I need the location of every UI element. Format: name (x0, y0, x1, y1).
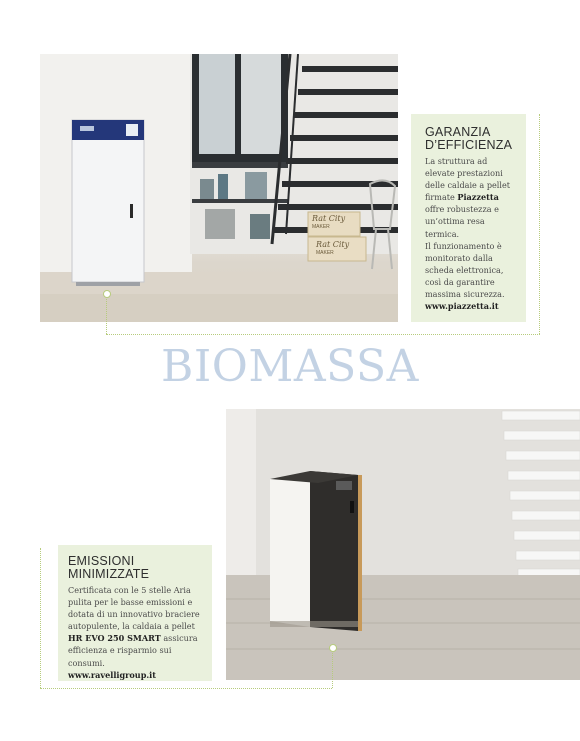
info-text (425, 155, 516, 312)
info-text-part: La struttura ad elevate prestazioni delle caldaie a pellet firmate (425, 156, 511, 203)
dotted-connector (332, 650, 333, 688)
crate-label: Rat City (316, 240, 350, 249)
crate-label: MAKER (312, 224, 330, 230)
connector-dot (329, 644, 337, 652)
website-link[interactable]: www.piazzetta.it (425, 301, 499, 312)
boiler-photo-piazzetta (40, 54, 398, 322)
info-text-part: offre robustezza e un’ottima resa termica. (425, 204, 499, 239)
dotted-connector (539, 114, 540, 334)
dotted-connector (106, 334, 540, 335)
website-link[interactable]: www.ravelligroup.it (68, 669, 156, 680)
model-name: HR EVO 250 SMART (68, 633, 161, 644)
boiler-photo-ravelli (226, 409, 580, 680)
dotted-connector (106, 294, 107, 334)
info-heading: GARANZIA D’EFFICIENZA (425, 125, 513, 152)
info-box-emissions (58, 545, 212, 681)
dotted-connector (40, 548, 41, 688)
room-illustration (40, 54, 398, 322)
info-text-part: Certificata con le 5 stelle Aria pulita per le basse emissioni e dotata di un innovativo braciere autopulente, la caldaia a pellet (68, 585, 200, 632)
info-heading: EMISSIONI MINIMIZZATE (68, 554, 150, 581)
info-text-part: Il funzionamento è monitorato dalla scheda elettronica, così da garantire massima sicurezza. (425, 240, 505, 300)
dotted-connector (40, 688, 332, 689)
info-text (68, 584, 204, 681)
crate-label: MAKER (316, 250, 334, 256)
room-illustration (226, 409, 580, 680)
brand-name: Piazzetta (457, 192, 499, 203)
section-title: BIOMASSA (161, 341, 419, 392)
crate-label: Rat City (312, 214, 346, 223)
connector-dot (103, 290, 111, 298)
info-box-efficiency (411, 114, 526, 322)
info-text-part: assicura efficienza e risparmio sui consumi. (68, 633, 198, 668)
